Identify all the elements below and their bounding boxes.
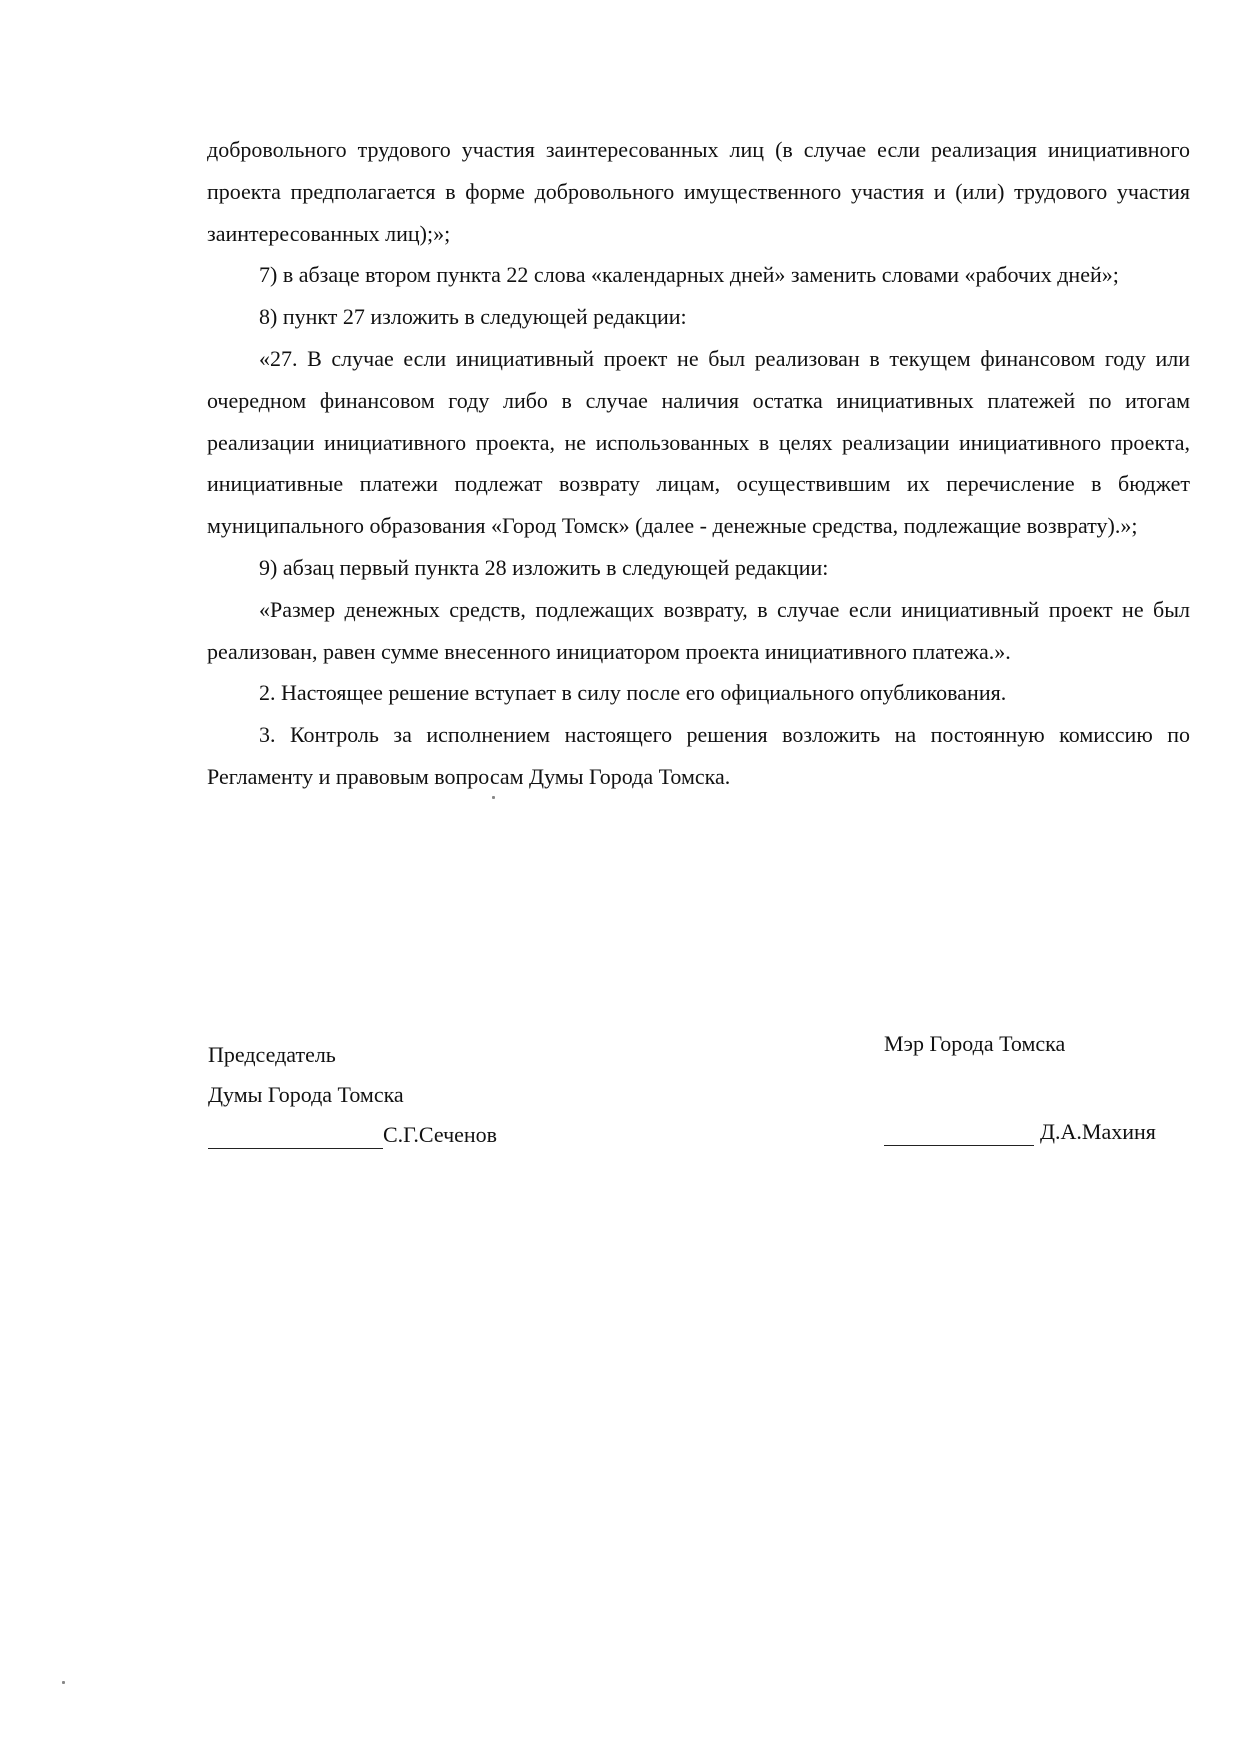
scan-speck (492, 796, 495, 799)
document-body (207, 129, 1190, 798)
paragraph-item-27-text: «27. В случае если инициативный проект не был реализован в текущем финансовом году или очередном финансовом году либо в случае наличия остатка инициативных платежей по итогам реализации инициативного проекта, не использованных в целях реализации инициативного проекта, инициативные платежи подлежат возврату лицам, осуществившим их перечисление в бюджет муниципального образования «Город Томск» (далее - денежные средства, подлежащие возврату).»; (207, 345, 1190, 539)
paragraph-item-8: 8) пункт 27 изложить в следующей редакции: (259, 304, 687, 330)
signature-block-mayor (884, 1024, 1156, 1152)
chairman-signature-row (208, 1115, 497, 1155)
signature-block-chairman (208, 1035, 497, 1155)
chairman-name: С.Г.Сеченов (383, 1122, 498, 1147)
spacer (884, 1064, 1156, 1112)
paragraph-item-28-text: «Размер денежных средств, подлежащих возврату, в случае если инициативный проект не был реализован, равен сумме внесенного инициатором проекта инициативного платежа.». (207, 596, 1190, 664)
chairman-title-line2: Думы Города Томска (208, 1082, 404, 1107)
mayor-name: Д.А.Махиня (1040, 1119, 1156, 1144)
signature-line (208, 1148, 383, 1149)
mayor-title: Мэр Города Томска (884, 1031, 1066, 1056)
paragraph-continuation: добровольного трудового участия заинтересованных лиц (в случае если реализация инициативного проекта предполагается в форме добровольного имущественного участия и (или) трудового участия заинтересованных лиц);»; (207, 137, 1190, 246)
scan-speck (62, 1681, 65, 1684)
paragraph-item-9: 9) абзац первый пункта 28 изложить в следующей редакции: (259, 554, 829, 580)
chairman-title-line1: Председатель (208, 1042, 336, 1067)
paragraph-clause-3: 3. Контроль за исполнением настоящего решения возложить на постоянную комиссию по Регламенту и правовым вопросам Думы Города Томска. (207, 722, 1190, 789)
paragraph-clause-2: 2. Настоящее решение вступает в силу после его официального опубликования. (259, 680, 1007, 706)
signature-line (884, 1145, 1034, 1146)
paragraph-item-7: 7) в абзаце втором пункта 22 слова «календарных дней» заменить словами «рабочих дней»; (259, 262, 1119, 288)
mayor-signature-row (884, 1112, 1156, 1152)
